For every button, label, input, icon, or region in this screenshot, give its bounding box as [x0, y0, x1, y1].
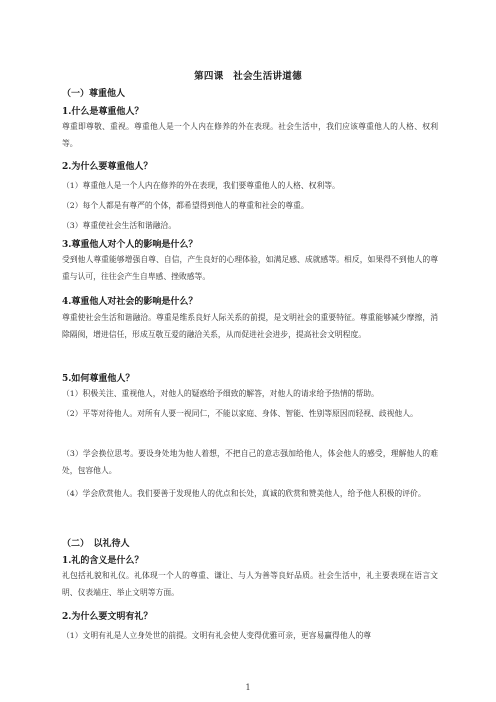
page-title: 第四课 社会生活讲道德 [194, 71, 302, 82]
question-heading-r2: 2.为什么要文明有礼？ [62, 612, 153, 622]
list-item-q5-2: （2）平等对待他人。对所有人要一视同仁，不能以家庭、身体、智能、性别等原因而轻视、歧视他人。 [62, 409, 418, 418]
list-item-q5-3: （3）学会换位思考。要设身处地为他人着想，不把自己的意志强加给他人，体会他人的感受，理解他人的难处，包容他人。 [62, 449, 438, 475]
list-item-r2-1: （1）文明有礼是人立身处世的前提。文明有礼会使人变得优雅可亲，更容易赢得他人的尊 [62, 631, 372, 640]
paragraph-q4: 尊重使社会生活和谐融洽。尊重是维系良好人际关系的前提，是文明社会的重要特征。尊重能够减少摩擦，消除隔阂，增进信任，形成互敬互爱的融洽关系，从而促进社会进步，提高社会文明程度。 [62, 313, 438, 339]
list-item-q2-1: （1）尊重他人是一个人内在修养的外在表现，我们要尊重他人的人格、权利等。 [62, 181, 340, 190]
list-item-q5-4: （4）学会欣赏他人。我们要善于发现他人的优点和长处，真诚的欣赏和赞美他人，给予他人积极的评价。 [62, 489, 426, 498]
page-number: 1 [245, 683, 251, 692]
section-heading-respect: （一）尊重他人 [62, 89, 126, 99]
list-item-q2-2: （2）每个人都是有尊严的个体，都希望得到他人的尊重和社会的尊重。 [62, 201, 309, 210]
question-heading-1: 1.什么是尊重他人？ [62, 107, 144, 117]
paragraph-q1: 尊重即尊敬、重视。尊重他人是一个人内在修养的外在表现。社会生活中，我们应该尊重他人的人格、权利等。 [62, 122, 438, 148]
list-item-q5-1: （1）积极关注、重视他人，对他人的疑惑给予细致的解答，对他人的请求给予热情的帮助。 [62, 389, 379, 398]
question-heading-3: 3.尊重他人对个人的影响是什么？ [62, 240, 198, 250]
question-heading-5: 5.如何尊重他人？ [62, 374, 135, 384]
paragraph-r1: 礼包括礼貌和礼仪。礼体现一个人的尊重、谦让、与人为善等良好品质。社会生活中，礼主要表现在语言文明、仪表端庄、举止文明等方面。 [62, 571, 438, 597]
section-heading-courtesy: （二） 以礼待人 [62, 539, 130, 549]
question-heading-2: 2.为什么要尊重他人？ [62, 162, 153, 172]
paragraph-q3: 受到他人尊重能够增强自尊、自信，产生良好的心理体验，如满足感、成就感等。相反，如果得不到他人的尊重与认可，往往会产生自卑感、挫败感等。 [62, 255, 438, 281]
question-heading-4: 4.尊重他人对社会的影响是什么？ [62, 297, 198, 307]
list-item-q2-3: （3）尊重使社会生活和谐融洽。 [62, 221, 177, 230]
question-heading-r1: 1.礼的含义是什么？ [62, 556, 144, 566]
